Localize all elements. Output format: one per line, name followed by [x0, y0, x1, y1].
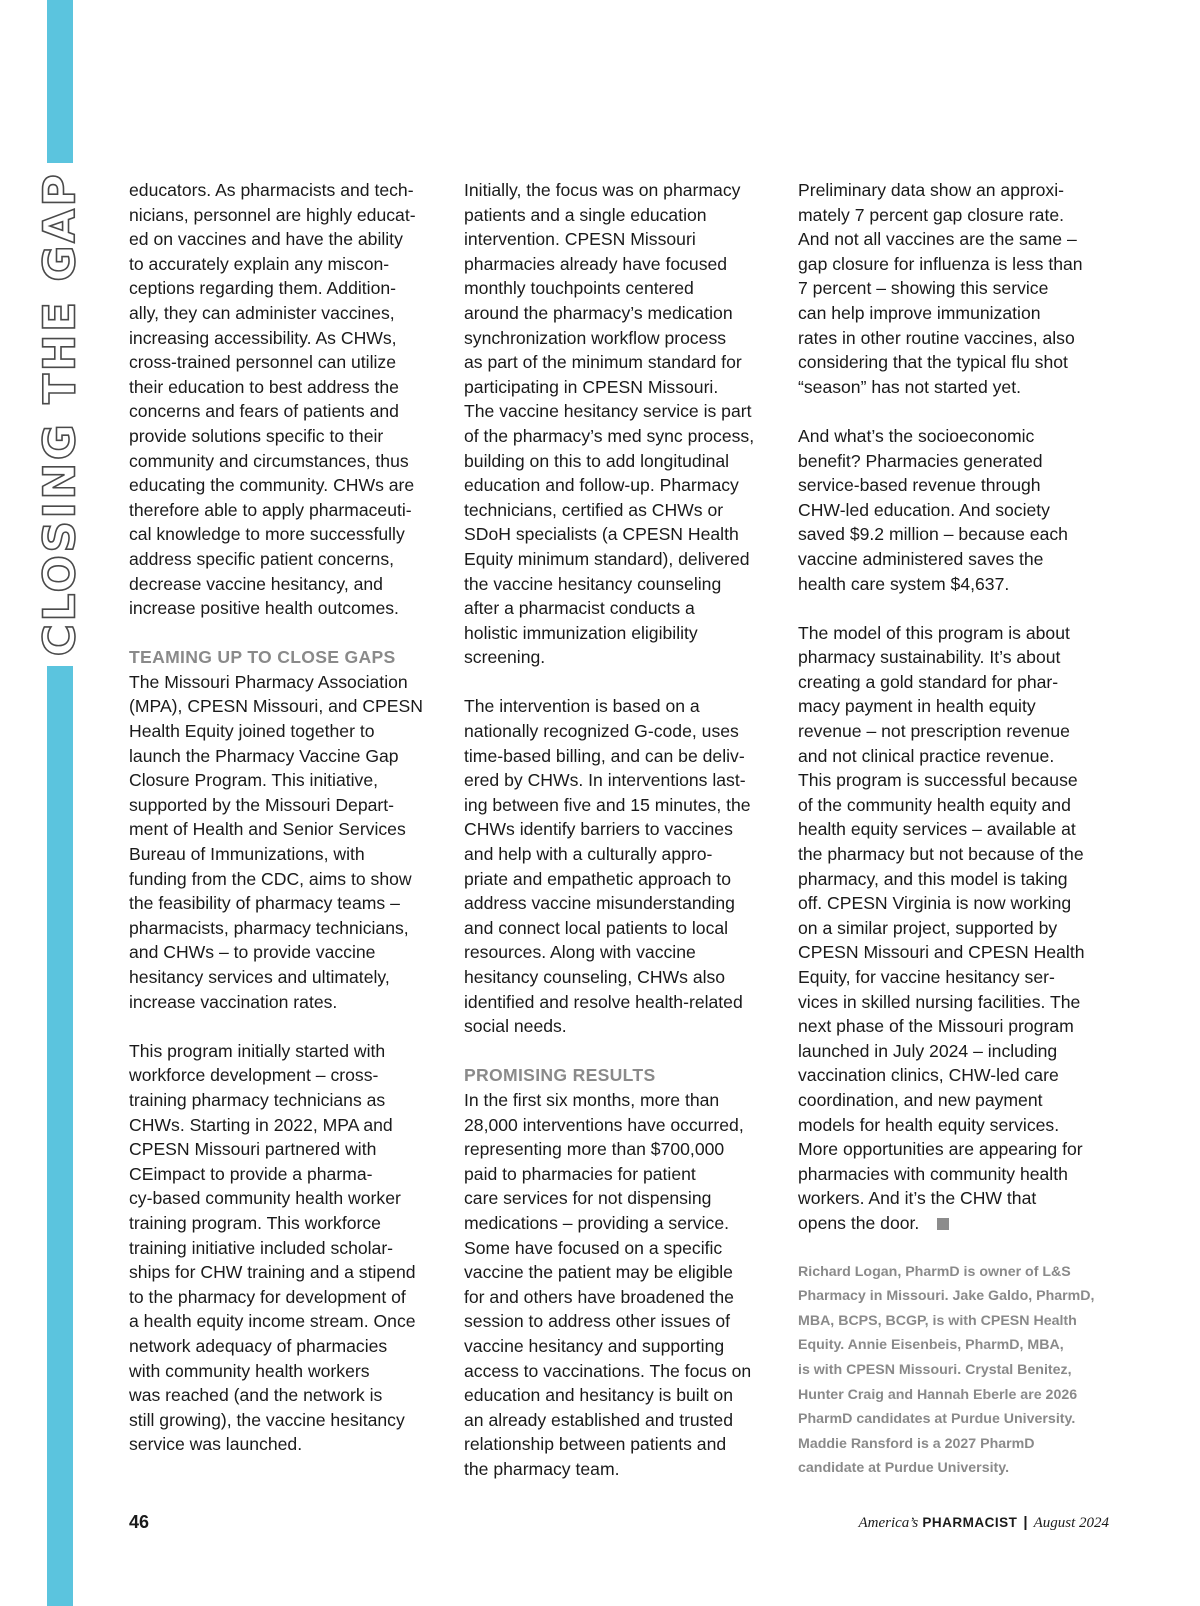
magazine-prefix: America’s	[858, 1515, 919, 1531]
page-number: 46	[129, 1512, 150, 1532]
article-column-3	[798, 178, 1114, 1481]
accent-bar-bottom	[47, 666, 73, 1606]
section-label-text: CLOSING THE GAP	[34, 171, 86, 657]
paragraph: Preliminary data show an approxi- mately 7 percent gap closure rate. And not all vaccines are the same – gap closure for influenza is less than 7 percent – showing this service can help improve immunization rates in other routine vaccines, also considering that the typical flu shot “season” has not started yet.	[798, 180, 1083, 397]
footer-separator: |	[1023, 1514, 1028, 1531]
section-heading: TEAMING UP TO CLOSE GAPS	[129, 647, 396, 668]
paragraph: The Missouri Pharmacy Association (MPA), CPESN Missouri, and CPESN Health Equity joined together to launch the Pharmacy Vaccine Gap Closure Program. This initiative, supported by the Missouri Depart- ment of Health and Senior Services Bureau of Immunizations, with funding from the CDC, aims to show the feasibility of pharmacy teams – pharmacists, pharmacy technicians, and CHWs – to provide vaccine hesitancy services and ultimately, increase vaccination rates.	[129, 671, 423, 1012]
paragraph: Initially, the focus was on pharmacy patients and a single education intervention. CPESN Missouri pharmacies already have focused monthly touchpoints centered around the pharmacy’s medication synchronization workflow process as part of the minimum standard for participating in CPESN Missouri. The vaccine hesitancy service is part of the pharmacy’s med sync process, building on this to add longitudinal education and follow-up. Pharmacy technicians, certified as CHWs or SDoH specialists (a CPESN Health Equity minimum standard), delivered the vaccine hesitancy counseling after a pharmacist conducts a holistic immunization eligibility screening.	[464, 180, 755, 668]
article-column-2	[464, 178, 780, 1481]
author-bio: Richard Logan, PharmD is owner of L&S Pharmacy in Missouri. Jake Galdo, PharmD, MBA, BCPS, BCGP, is with CPESN Health Equity. Annie Eisenbeis, PharmD, MBA, is with CPESN Missouri. Crystal Benitez, Hunter Craig and Hannah Eberle are 2026 PharmD candidates at Purdue University. Maddie Ransford is a 2027 PharmD candidate at Purdue University.	[798, 1263, 1095, 1477]
paragraph: The intervention is based on a nationally recognized G-code, uses time-based billing, and can be deliv- ered by CHWs. In interventions last- ing between five and 15 minutes, the CHWs identify barriers to vaccines and help with a culturally appro- priate and empathetic approach to address vaccine misunderstanding and connect local patients to local resources. Along with vaccine hesitancy counseling, CHWs also identified and resolve health-related social needs.	[464, 696, 751, 1037]
section-heading: PROMISING RESULTS	[464, 1065, 656, 1086]
paragraph-with-end-mark	[798, 621, 1114, 1236]
accent-bar-top	[47, 0, 73, 163]
paragraph: In the first six months, more than 28,000 interventions have occurred, representing more than $700,000 paid to pharmacies for patient care services for not dispensing medications – providing a service. Some have focused on a specific vaccine the patient may be eligible for and others have broadened the session to address other issues of vaccine hesitancy and supporting access to vaccinations. The focus on education and hesitancy is built on an already established and trusted relationship between patients and the pharmacy team.	[464, 1089, 752, 1479]
magazine-footer	[858, 1514, 1109, 1532]
paragraph: educators. As pharmacists and tech- nicians, personnel are highly educat- ed on vaccines and have the ability to accurately explain any miscon- ceptions regarding them. Addition- ally, they can administer vaccines, increasing accessibility. As CHWs, cross-trained personnel can utilize their education to best address the concerns and fears of patients and provide solutions specific to their community and circumstances, thus educating the community. CHWs are therefore able to apply pharmaceuti- cal knowledge to more successfully address specific patient concerns, decrease vaccine hesitancy, and increase positive health outcomes.	[129, 180, 416, 619]
paragraph: This program initially started with workforce development – cross- training pharmacy technicians as CHWs. Starting in 2022, MPA and CPESN Missouri partnered with CEimpact to provide a pharma- cy-based community health worker training program. This workforce training initiative included scholar- ships for CHW training and a stipend to the pharmacy for development of a health equity income stream. Once network adequacy of pharmacies with community health workers was reached (and the network is still growing), the vaccine hesitancy service was launched.	[129, 1040, 416, 1455]
end-mark-icon	[937, 1218, 949, 1230]
paragraph-text: The model of this program is about pharmacy sustainability. It’s about creating a gold standard for phar- macy payment in health equity revenue – not prescription revenue and not clinical practice revenue. This program is successful because of the community health equity and health equity services – available at the pharmacy but not because of the pharmacy, and this model is taking off. CPESN Virginia is now working on a similar project, supported by CPESN Missouri and CPESN Health Equity, for vaccine hesitancy ser- vices in skilled nursing facilities. The next phase of the Missouri program launched in July 2024 – including vaccination clinics, CHW-led care coordination, and new payment models for health equity services. More opportunities are appearing for pharmacies with community health workers. And it’s the CHW that opens the door.	[798, 622, 1085, 1233]
magazine-name: PHARMACIST	[922, 1515, 1018, 1530]
issue-date: August 2024	[1033, 1515, 1109, 1531]
paragraph: And what’s the socioeconomic benefit? Pharmacies generated service-based revenue through CHW-led education. And society saved $9.2 million – because each vaccine administered saves the health care system $4,637.	[798, 425, 1068, 594]
article-column-1	[129, 178, 445, 1457]
